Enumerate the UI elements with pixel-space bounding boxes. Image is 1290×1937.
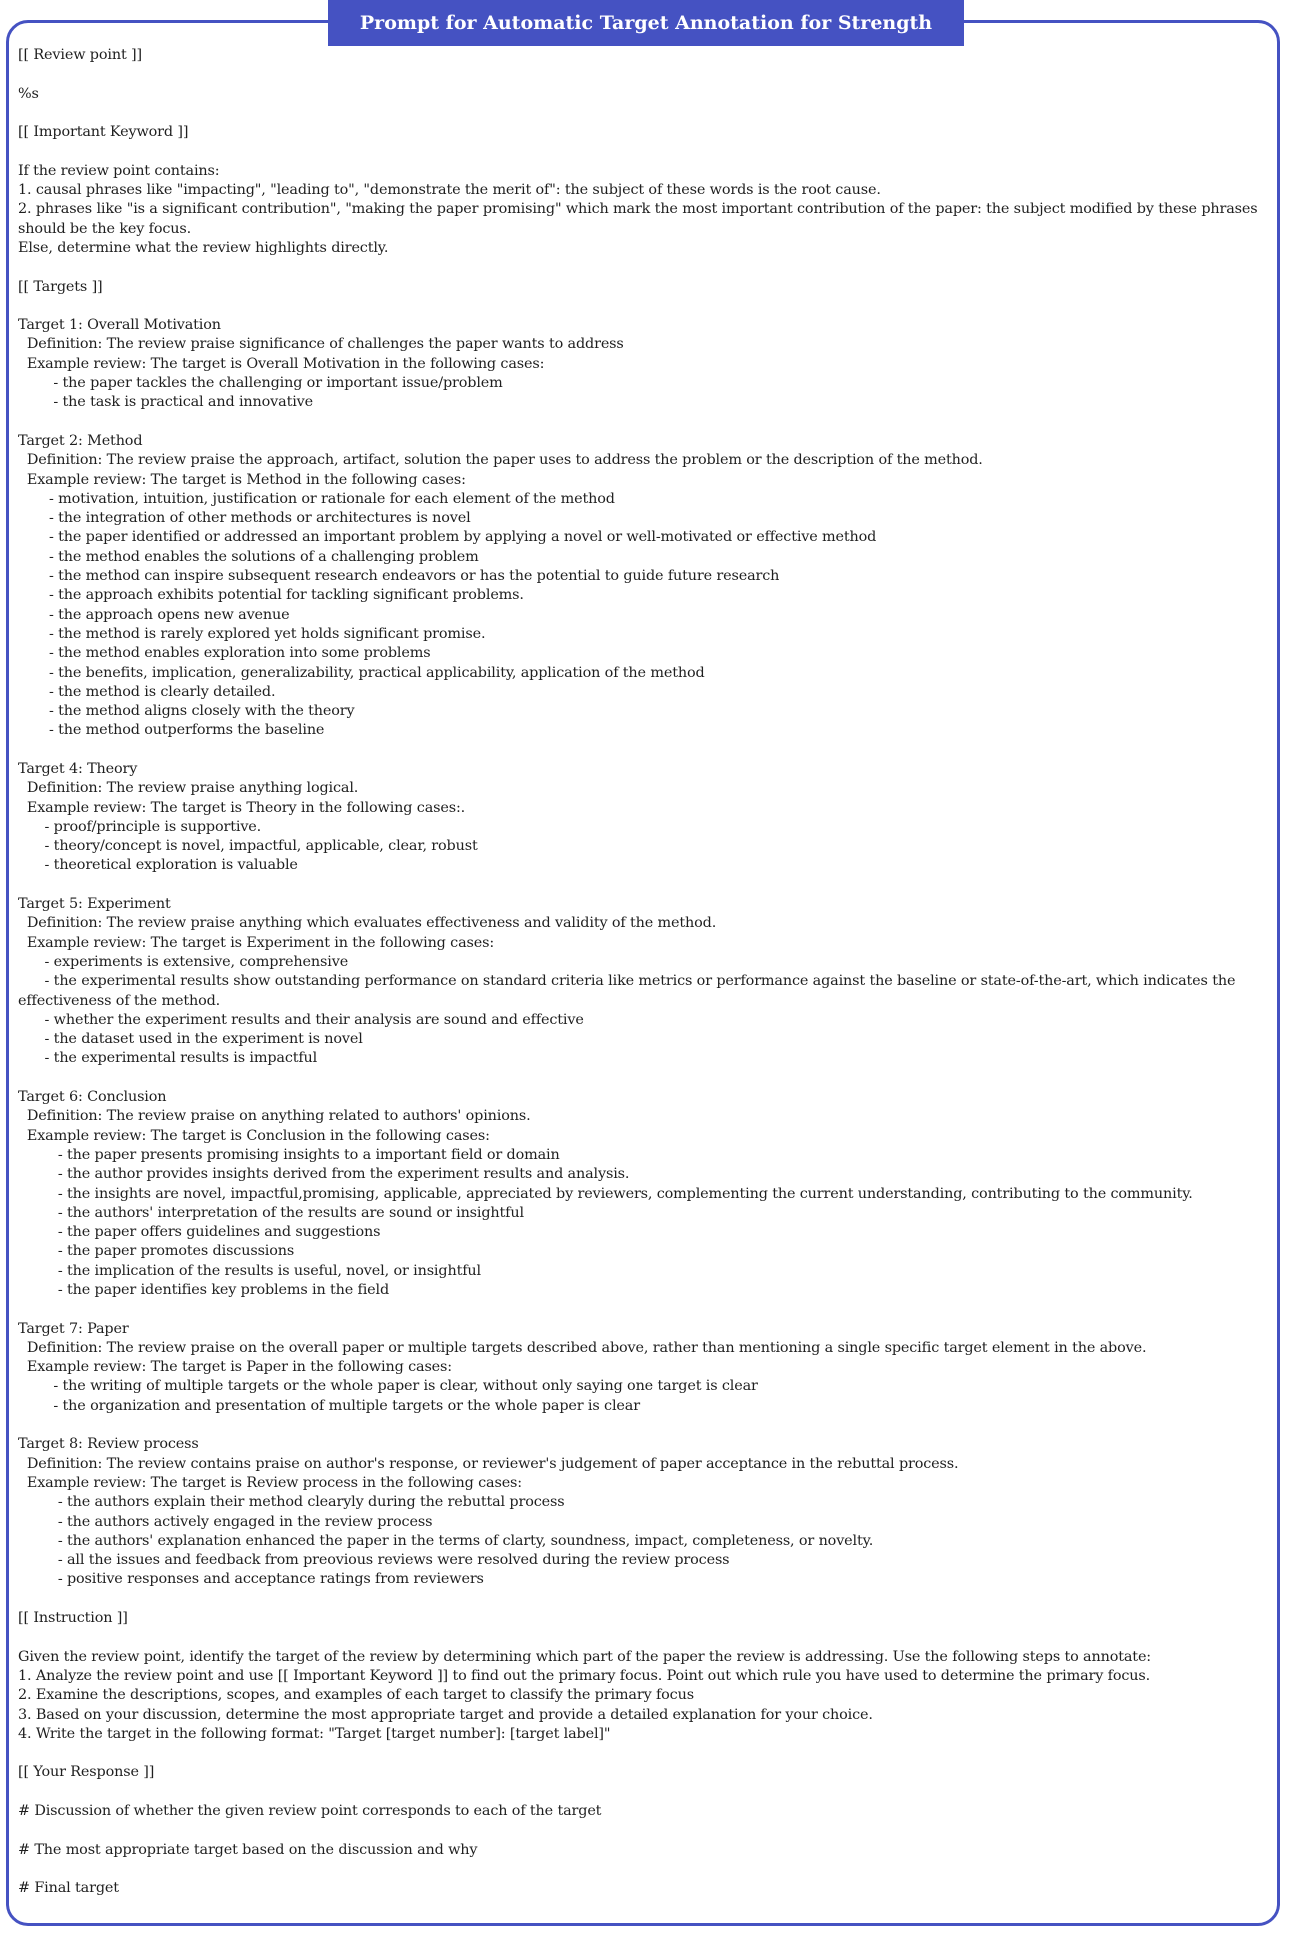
target-title: Target 4: Theory — [18, 760, 138, 777]
target-case — [18, 664, 1280, 683]
case-text: - the method enables the solutions of a challenging problem — [48, 548, 479, 565]
case-indent — [18, 1224, 58, 1240]
case-indent — [18, 1186, 58, 1202]
target-case — [18, 1397, 1280, 1416]
target-case — [18, 1242, 1280, 1261]
target-case — [18, 1262, 1280, 1281]
case-indent — [18, 1398, 53, 1414]
case-text: - the task is practical and innovative — [53, 394, 313, 411]
target-case — [18, 528, 1280, 547]
target-definition: Definition: The review contains praise on author's response, or reviewer's judgement of paper acceptance in the rebuttal process. — [18, 1455, 959, 1472]
case-indent — [18, 549, 49, 565]
case-text: - the method enables exploration into some problems — [48, 645, 431, 662]
case-indent — [18, 1282, 58, 1298]
case-indent — [18, 1533, 58, 1549]
review-point-heading: [[ Review point ]] — [18, 47, 142, 63]
target-case — [18, 953, 1280, 972]
target-case — [18, 702, 1280, 721]
target-block — [18, 1320, 1280, 1436]
case-text: - experiments is extensive, comprehensive — [44, 953, 349, 970]
keyword-rule-2: 2. phrases like "is a significant contribution", "making the paper promising" which mark the most important contribution of the paper: the subject modified by these phrases should be the key focus. — [18, 201, 1262, 237]
case-text: - the implication of the results is useful, novel, or insightful — [57, 1262, 481, 1279]
target-definition: Definition: The review praise the approach, artifact, solution the paper uses to address the problem or the description of the method. — [18, 452, 983, 469]
target-case — [18, 818, 1280, 837]
target-case — [18, 586, 1280, 605]
keyword-rule-1: 1. causal phrases like "impacting", "leading to", "demonstrate the merit of": the subject of these words is the root cause. — [18, 182, 881, 199]
case-indent — [18, 510, 49, 526]
case-indent — [18, 973, 45, 989]
case-indent — [18, 819, 45, 835]
instruction-step: 3. Based on your discussion, determine the most appropriate target and provide a detailed explanation for your choice. — [18, 1706, 873, 1723]
case-text: - theoretical exploration is valuable — [44, 857, 298, 874]
case-indent — [18, 607, 49, 623]
case-text: - the method can inspire subsequent research endeavors or has the potential to guide future research — [48, 568, 780, 585]
case-indent — [18, 954, 45, 970]
case-indent — [18, 857, 45, 873]
case-indent — [18, 838, 45, 854]
target-case — [18, 490, 1280, 509]
case-text: - the authors explain their method clearyly during the rebuttal process — [57, 1494, 565, 1511]
case-text: - the paper identified or addressed an important problem by applying a novel or well-motivated or effective method — [48, 529, 877, 546]
target-case — [18, 856, 1280, 875]
target-case — [18, 548, 1280, 567]
target-definition: Definition: The review praise anything which evaluates effectiveness and validity of the method. — [18, 915, 717, 932]
targets-list — [18, 316, 1280, 1609]
case-indent — [18, 491, 49, 507]
case-text: - the experimental results is impactful — [44, 1050, 318, 1067]
case-indent — [18, 722, 49, 738]
case-text: - the method outperforms the baseline — [48, 722, 325, 739]
target-definition: Definition: The review praise on the overall paper or multiple targets described above, rather than mentioning a single specific target element in the above. — [18, 1339, 1147, 1356]
instruction-step: 1. Analyze the review point and use [[ Important Keyword ]] to find out the primary focus. Point out which rule you have used to determine the primary focus. — [18, 1667, 1151, 1684]
case-text: - whether the experiment results and their analysis are sound and effective — [44, 1011, 584, 1028]
instruction-step: 4. Write the target in the following format: "Target [target number]: [target label]" — [18, 1725, 611, 1742]
case-text: - the paper tackles the challenging or important issue/problem — [53, 375, 503, 392]
target-example: Example review: The target is Experiment in the following cases: — [18, 934, 495, 951]
target-case — [18, 606, 1280, 625]
case-text: - the paper offers guidelines and suggestions — [57, 1224, 381, 1241]
instruction-intro: Given the review point, identify the target of the review by determining which part of the paper the review is addressing. Use the following steps to annotate: — [18, 1648, 1152, 1665]
target-case — [18, 1377, 1280, 1396]
case-indent — [18, 1494, 58, 1510]
response-discussion: # Discussion of whether the given review point corresponds to each of the target — [18, 1803, 602, 1820]
case-text: - the paper identifies key problems in the field — [57, 1282, 390, 1298]
target-case — [18, 1532, 1280, 1551]
target-case — [18, 1204, 1280, 1223]
case-indent — [18, 1571, 58, 1587]
target-case — [18, 1493, 1280, 1512]
target-title: Target 7: Paper — [18, 1320, 129, 1337]
case-indent — [18, 1012, 45, 1028]
target-case — [18, 1185, 1280, 1204]
case-indent — [18, 1552, 58, 1568]
target-case — [18, 625, 1280, 644]
case-text: - proof/principle is supportive. — [44, 818, 262, 835]
case-text: - the method is rarely explored yet holds significant promise. — [48, 625, 486, 642]
case-indent — [18, 568, 49, 584]
target-case — [18, 1011, 1280, 1030]
case-indent — [18, 394, 53, 410]
target-block — [18, 760, 1280, 895]
target-title: Target 2: Method — [18, 432, 143, 449]
target-block — [18, 1435, 1280, 1609]
case-text: - the paper promotes discussions — [57, 1243, 295, 1260]
response-final: # Final target — [18, 1880, 119, 1897]
case-text: - the benefits, implication, generalizability, practical applicability, application of the method — [48, 664, 705, 681]
keyword-heading: [[ Important Keyword ]] — [18, 124, 189, 141]
case-text: - the insights are novel, impactful,promising, applicable, appreciated by reviewers, complementing the current understanding, contributing to the community. — [57, 1185, 1193, 1202]
target-case — [18, 683, 1280, 702]
target-case — [18, 509, 1280, 528]
instruction-step: 2. Examine the descriptions, scopes, and examples of each target to classify the primary focus — [18, 1687, 694, 1704]
case-indent — [18, 1263, 58, 1279]
case-indent — [18, 684, 49, 700]
response-most-appropriate: # The most appropriate target based on the discussion and why — [18, 1841, 478, 1858]
target-case — [18, 1223, 1280, 1242]
target-case — [18, 1513, 1280, 1532]
response-heading: [[ Your Response ]] — [18, 1764, 155, 1781]
case-indent — [18, 645, 49, 661]
case-indent — [18, 587, 49, 603]
case-text: - the paper presents promising insights to a important field or domain — [57, 1146, 560, 1163]
target-case — [18, 1146, 1280, 1165]
target-case — [18, 1570, 1280, 1589]
target-case — [18, 721, 1280, 740]
prompt-title: Prompt for Automatic Target Annotation for Strength — [328, 0, 964, 46]
case-text: - theory/concept is novel, impactful, applicable, clear, robust — [44, 838, 478, 855]
target-title: Target 6: Conclusion — [18, 1089, 167, 1106]
case-indent — [18, 1050, 45, 1066]
case-text: - the authors' explanation enhanced the paper in the terms of clarty, soundness, impact, completeness, or novelty. — [57, 1532, 874, 1549]
target-example: Example review: The target is Paper in the following cases: — [18, 1359, 452, 1376]
case-text: - the experimental results show outstanding performance on standard criteria like metrics or performance against the baseline or state-of-the-art, which indicates the effectiveness of the method. — [18, 973, 1240, 1009]
keyword-else: Else, determine what the review highlights directly. — [18, 239, 389, 256]
case-text: - the integration of other methods or architectures is novel — [48, 510, 471, 527]
target-case — [18, 1281, 1280, 1300]
case-indent — [18, 1378, 53, 1394]
case-indent — [18, 703, 49, 719]
targets-heading: [[ Targets ]] — [18, 278, 103, 295]
case-indent — [18, 1166, 58, 1182]
target-case — [18, 393, 1280, 412]
case-text: - the writing of multiple targets or the whole paper is clear, without only saying one target is clear — [53, 1378, 758, 1395]
target-case — [18, 1551, 1280, 1570]
case-indent — [18, 665, 49, 681]
target-example: Example review: The target is Overall Motivation in the following cases: — [18, 355, 545, 372]
case-text: - the dataset used in the experiment is novel — [44, 1031, 363, 1048]
case-text: - positive responses and acceptance ratings from reviewers — [57, 1571, 484, 1588]
target-case — [18, 567, 1280, 586]
case-text: - the author provides insights derived from the experiment results and analysis. — [57, 1166, 630, 1183]
case-text: - motivation, intuition, justification or rationale for each element of the method — [48, 490, 615, 507]
case-indent — [18, 375, 53, 391]
target-block — [18, 1088, 1280, 1320]
target-example: Example review: The target is Theory in the following cases:. — [18, 799, 466, 816]
target-block — [18, 895, 1280, 1088]
target-example: Example review: The target is Review process in the following cases: — [18, 1474, 522, 1491]
case-indent — [18, 1514, 58, 1530]
target-case — [18, 972, 1280, 1011]
target-definition: Definition: The review praise on anything related to authors' opinions. — [18, 1108, 531, 1125]
target-case — [18, 1165, 1280, 1184]
case-text: - all the issues and feedback from preovious reviews were resolved during the review process — [57, 1552, 730, 1569]
instruction-heading: [[ Instruction ]] — [18, 1610, 128, 1627]
target-case — [18, 1049, 1280, 1068]
case-indent — [18, 1031, 45, 1047]
target-example: Example review: The target is Method in the following cases: — [18, 471, 466, 488]
target-title: Target 5: Experiment — [18, 896, 171, 913]
target-case — [18, 837, 1280, 856]
target-title: Target 8: Review process — [18, 1436, 199, 1453]
keyword-intro: If the review point contains: — [18, 162, 220, 179]
prompt-body — [18, 46, 1280, 1899]
target-definition: Definition: The review praise significance of challenges the paper wants to address — [18, 336, 624, 353]
target-example: Example review: The target is Conclusion in the following cases: — [18, 1127, 490, 1144]
target-title: Target 1: Overall Motivation — [18, 317, 221, 334]
case-text: - the authors actively engaged in the review process — [57, 1513, 433, 1530]
case-text: - the authors' interpretation of the results are sound or insightful — [57, 1204, 524, 1221]
target-case — [18, 644, 1280, 663]
case-indent — [18, 1147, 58, 1163]
target-block — [18, 316, 1280, 432]
target-case — [18, 1030, 1280, 1049]
target-block — [18, 432, 1280, 760]
case-text: - the approach exhibits potential for tackling significant problems. — [48, 587, 524, 604]
case-text: - the method is clearly detailed. — [48, 683, 276, 700]
target-definition: Definition: The review praise anything logical. — [18, 780, 359, 797]
review-point-placeholder: %s — [18, 85, 39, 102]
case-indent — [18, 1243, 58, 1259]
case-text: - the method aligns closely with the theory — [48, 703, 355, 720]
case-indent — [18, 626, 49, 642]
case-text: - the approach opens new avenue — [48, 606, 290, 623]
case-indent — [18, 529, 49, 545]
case-indent — [18, 1205, 58, 1221]
case-text: - the organization and presentation of multiple targets or the whole paper is clear — [53, 1397, 640, 1414]
target-case — [18, 374, 1280, 393]
